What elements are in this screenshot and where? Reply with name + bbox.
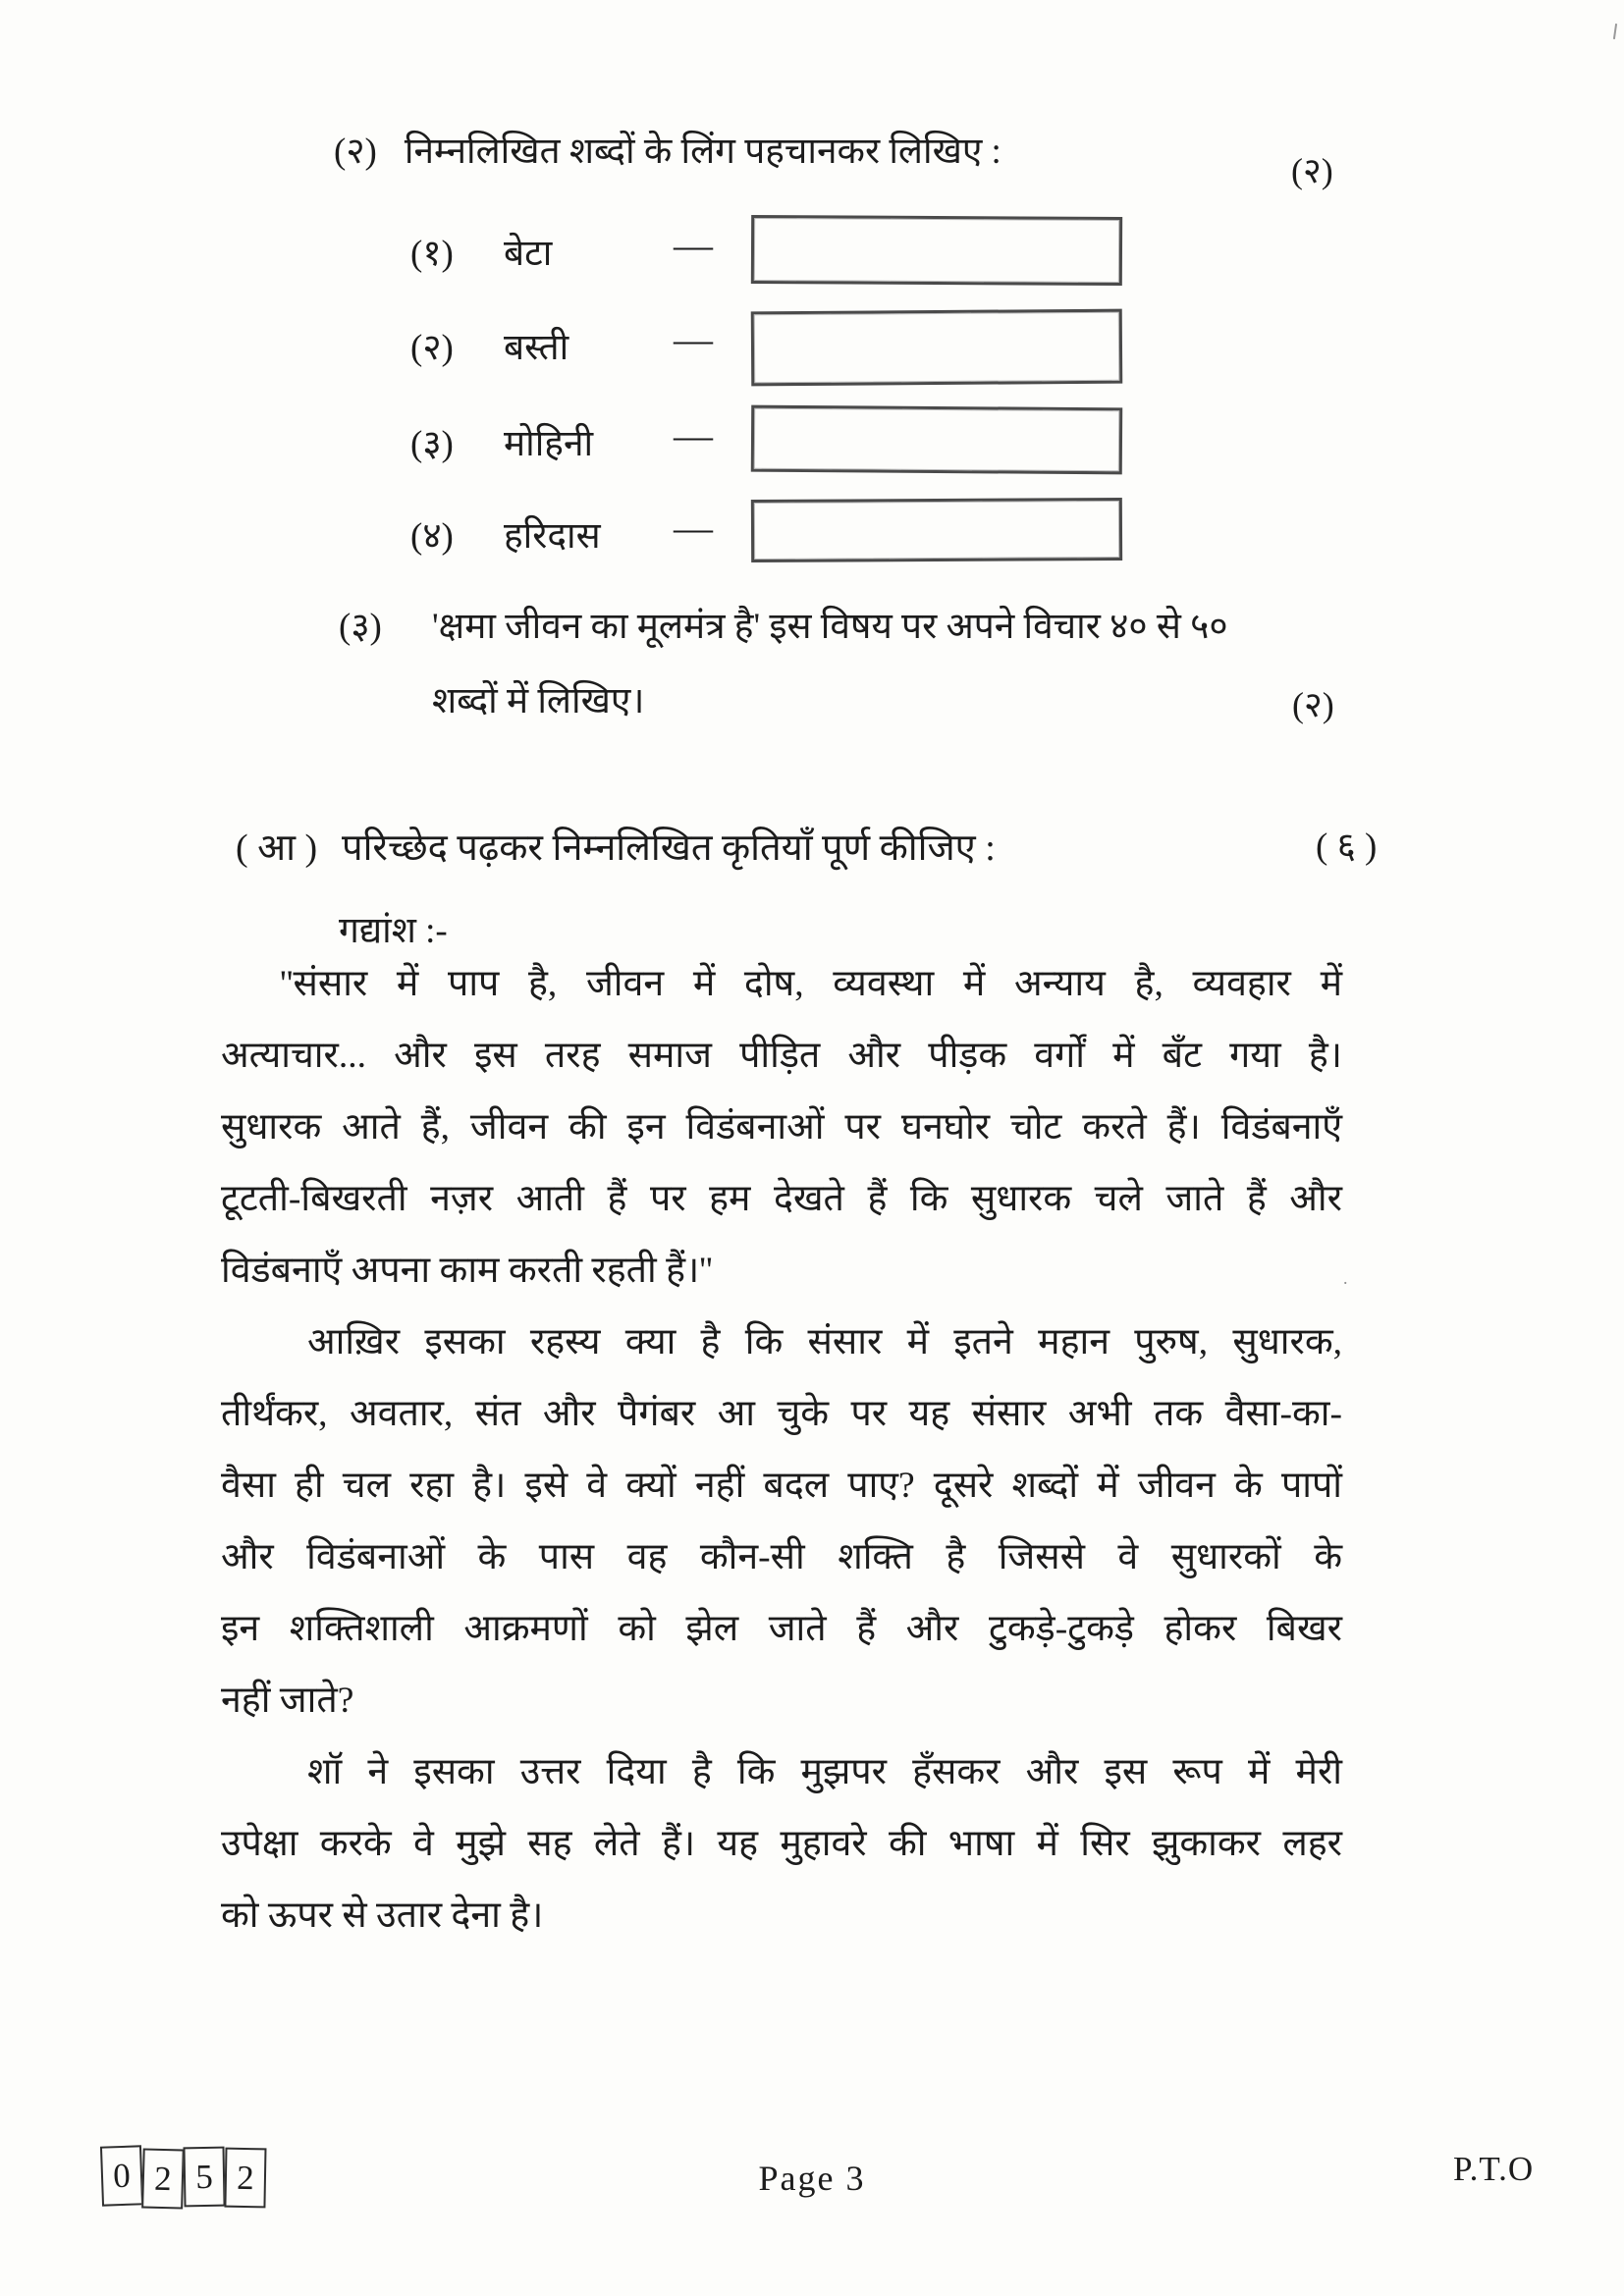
question-3-marks: (२) [1292,685,1334,724]
passage-heading: गद्यांश :- [339,911,448,951]
paper-code-digit: 2 [141,2148,185,2209]
passage-line: शॉ ने इसका उत्तर दिया है कि मुझपर हँसकर और इस रूप में मेरी [307,1752,1342,1792]
section-aa-label: ( आ ) [236,828,318,869]
gender-item-1 [410,216,1142,281]
passage-line: अत्याचार... और इस तरह समाज पीड़ित और पीड़क वर्गों में बँट गया है। [221,1036,1342,1076]
gender-item-2-dash: — [674,317,713,361]
question-3-number: (३) [339,607,382,647]
paper-code-digit: 2 [224,2148,266,2209]
section-aa-prompt: परिच्छेद पढ़कर निम्नलिखित कृतियाँ पूर्ण कीजिए : [342,828,996,869]
passage-line: को ऊपर से उतार देना है। [221,1896,544,1936]
passage-line: विडंबनाएँ अपना काम करती रहती हैं।'' [221,1251,713,1291]
passage-line: तीर्थंकर, अवतार, संत और पैगंबर आ चुके पर यह संसार अभी तक वैसा-का- [221,1394,1342,1434]
gender-item-4-dash: — [674,506,713,550]
passage-line: नहीं जाते? [221,1681,354,1721]
gender-item-3-word: मोहिनी [504,424,594,464]
passage-text [221,948,1342,1951]
passage-line: उपेक्षा करके वे मुझे सह लेते हैं। यह मुहावरे की भाषा में सिर झुकाकर लहर [221,1824,1342,1864]
question-3-text-line1: 'क्षमा जीवन का मूलमंत्र है' इस विषय पर अपने विचार ४० से ५० [432,607,1228,647]
gender-item-4-word: हरिदास [504,516,601,557]
pto-label: P.T.O [1453,2150,1535,2188]
question-3-text-line2: शब्दों में लिखिए। [432,681,645,721]
gender-item-1-dash: — [674,223,713,267]
gender-item-2-number: (२) [410,328,454,368]
section-aa-marks: ( ६ ) [1316,827,1378,867]
scan-artifact [1613,24,1617,39]
gender-item-4-answer-box [751,498,1122,562]
passage-line: सुधारक आते हैं, जीवन की इन विडंबनाओं पर घनघोर चोट करते हैं। विडंबनाएँ [221,1107,1342,1148]
gender-item-1-word: बेटा [504,234,553,274]
passage-line: वैसा ही चल रहा है। इसे वे क्यों नहीं बदल पाए? दूसरे शब्दों में जीवन के पापों [221,1466,1342,1506]
page-number-label: Page 3 [758,2159,866,2198]
paper-code-digit: 5 [183,2147,225,2208]
question-2-number: (२) [334,132,377,172]
passage-line: और विडंबनाओं के पास वह कौन-सी शक्ति है जिससे वे सुधारकों के [221,1537,1342,1577]
question-2-heading [334,124,1316,174]
gender-item-4-number: (४) [410,516,454,557]
gender-item-3-answer-box [751,405,1122,475]
gender-item-4 [410,499,1142,563]
passage-line: टूटती-बिखरती नज़र आती हैं पर हम देखते हैं कि सुधारक चले जाते हैं और [221,1179,1342,1219]
paper-code-digit: 0 [100,2145,143,2206]
question-2-marks: (२) [1291,151,1333,190]
passage-line: ''संसार में पाप है, जीवन में दोष, व्यवस्था में अन्याय है, व्यवहार में [280,964,1342,1004]
gender-item-2 [410,310,1142,375]
passage-line: इन शक्तिशाली आक्रमणों को झेल जाते हैं और टुकड़े-टुकड़े होकर बिखर [221,1609,1342,1649]
question-2-prompt: निम्नलिखित शब्दों के लिंग पहचानकर लिखिए : [404,132,1001,172]
gender-item-1-number: (१) [410,234,454,274]
gender-item-3 [410,406,1142,471]
gender-item-2-word: बस्ती [504,328,569,368]
passage-line: आख़िर इसका रहस्य क्या है कि संसार में इतने महान पुरुष, सुधारक, [307,1322,1342,1362]
gender-item-3-number: (३) [410,424,454,464]
gender-item-3-dash: — [674,413,713,457]
gender-item-2-answer-box [751,309,1123,387]
gender-item-1-answer-box [751,215,1122,286]
scan-speck: . [1343,1268,1348,1288]
